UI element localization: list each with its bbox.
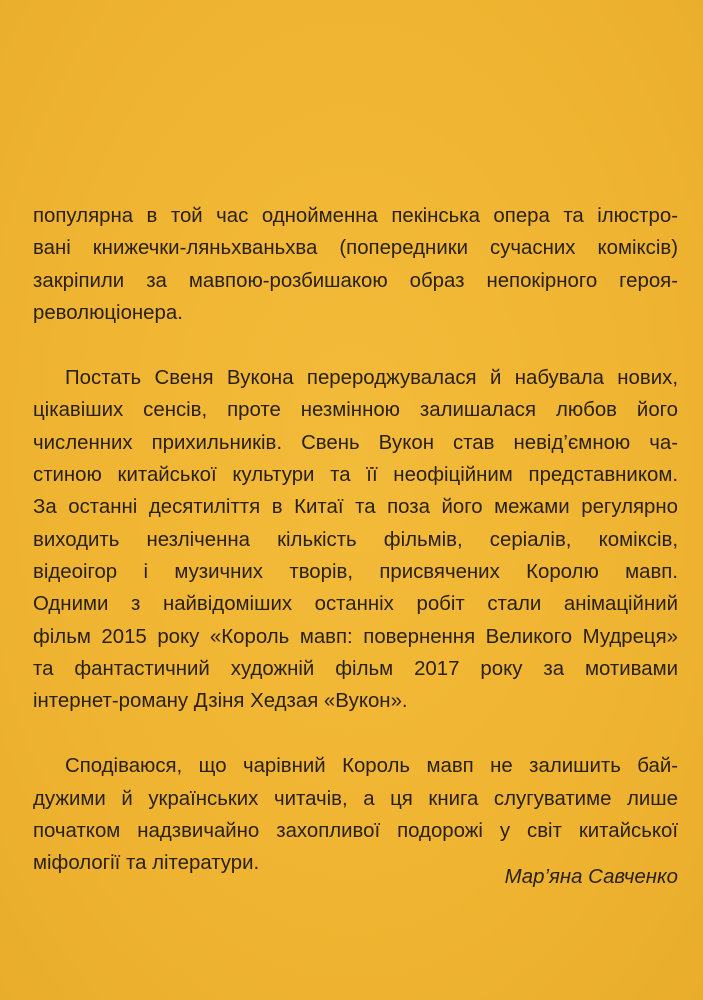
text-line: інтернет-роману Дзіня Хедзая «Вукон». xyxy=(33,690,408,713)
text-line: популярна в той час однойменна пекінська опера та ілюстро- xyxy=(33,205,678,227)
text-line: відеоігор і музичних творів, присвячених Королю мавп. xyxy=(33,560,678,583)
paragraph-2 xyxy=(33,362,678,717)
text-line: фільм 2015 року «Король мавп: повернення Великого Мудреця» xyxy=(33,625,678,648)
text-line: Постать Свеня Вукона перероджувалася й набувала нових, xyxy=(65,367,678,390)
body-text xyxy=(33,200,678,913)
text-line: Одними з найвідоміших останніх робіт стали анімаційний xyxy=(33,593,678,616)
text-line: дужими й українських читачів, а ця книга слугуватиме лише xyxy=(33,787,678,810)
text-line: закріпили за мавпою-розбишакою образ непокірного героя- xyxy=(33,269,678,292)
text-line: численних прихильників. Свень Вукон став невід’ємною ча- xyxy=(33,431,678,454)
author-signature: Мар’яна Савченко xyxy=(504,866,678,888)
text-line: початком надзвичайно захопливої подорожі у світ китайської xyxy=(33,820,678,843)
text-line: виходить незліченна кількість фільмів, серіалів, коміксів, xyxy=(33,528,678,551)
text-line: міфології та літератури. xyxy=(33,852,260,875)
text-line: Сподіваюся, що чарівний Король мавп не залишить бай- xyxy=(65,755,678,778)
text-line: стиною китайської культури та її неофіційним представником. xyxy=(33,464,678,487)
text-line: та фантастичний художній фільм 2017 року за мотивами xyxy=(33,657,678,680)
text-line: революціонера. xyxy=(33,301,183,324)
text-line: За останні десятиліття в Китаї та поза його межами регулярно xyxy=(33,496,678,519)
paragraph-3 xyxy=(33,750,678,879)
paragraph-1 xyxy=(33,200,678,329)
text-line: цікавіших сенсів, проте незмінною залишалася любов його xyxy=(33,399,678,422)
text-line: вані книжечки-ляньхваньхва (попередники сучасних коміксів) xyxy=(33,237,678,260)
